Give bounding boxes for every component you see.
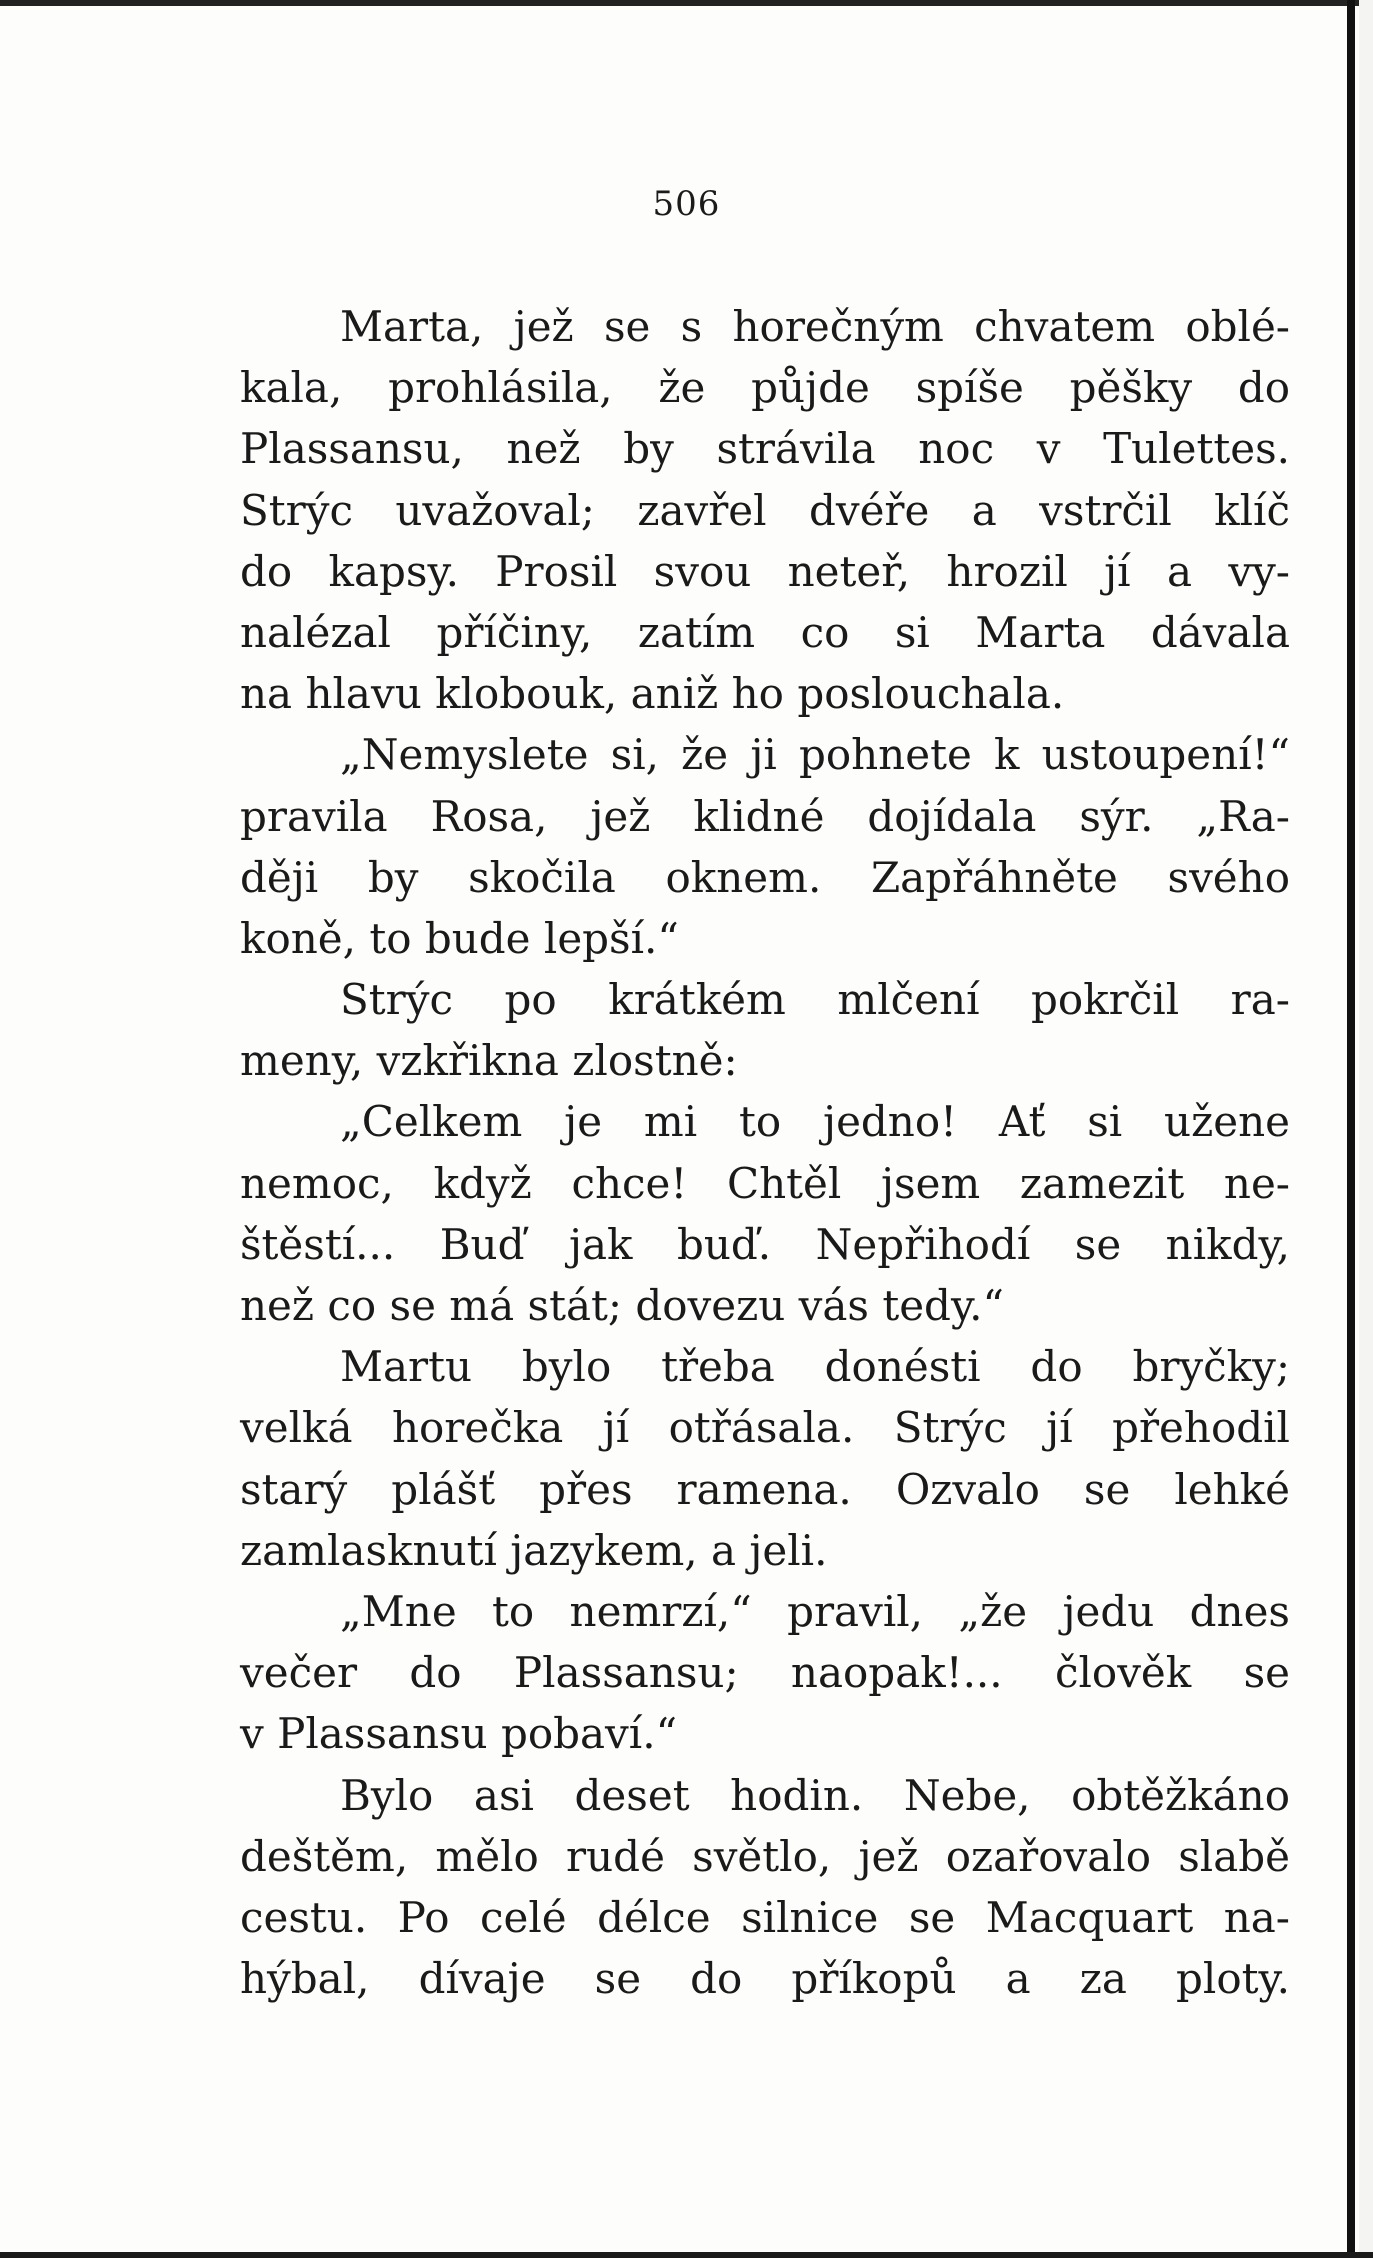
text-line: Plassansu, než by strávila noc v Tulettes. <box>240 424 1290 474</box>
text-line: do kapsy. Prosil svou neteř, hrozil jí a vy- <box>240 546 1290 596</box>
body-text <box>240 296 1290 2009</box>
text-line: štěstí... Buď jak buď. Nepřihodí se nikdy, <box>240 1219 1290 1269</box>
text-line: ději by skočila oknem. Zapřáhněte svého <box>240 852 1290 902</box>
text-line: koně, to bude lepší.“ <box>240 913 679 963</box>
text-line: pravila Rosa, jež klidné dojídala sýr. „Ra- <box>240 791 1290 841</box>
text-line: „Mne to nemrzí,“ pravil, „že jedu dnes <box>340 1586 1290 1636</box>
page-number: 506 <box>652 184 721 224</box>
text-line: v Plassansu pobaví.“ <box>240 1709 678 1759</box>
text-line: Strýc uvažoval; zavřel dvéře a vstrčil klíč <box>240 485 1290 535</box>
text-line: než co se má stát; dovezu vás tedy.“ <box>240 1281 1004 1330</box>
text-line: velká horečka jí otřásala. Strýc jí přehodil <box>240 1403 1290 1453</box>
text-line: deštěm, mělo rudé světlo, jež ozařovalo slabě <box>240 1831 1290 1881</box>
text-line: cestu. Po celé délce silnice se Macquart na- <box>240 1892 1290 1942</box>
text-line: Bylo asi deset hodin. Nebe, obtěžkáno <box>340 1770 1290 1820</box>
text-line: Strýc po krátkém mlčení pokrčil ra- <box>340 975 1290 1025</box>
text-line: „Nemyslete si, že ji pohnete k ustoupení!“ <box>340 730 1290 780</box>
scan-bottom-edge <box>0 2252 1373 2258</box>
text-line: „Celkem je mi to jedno! Ať si užene <box>340 1097 1290 1147</box>
text-line: večer do Plassansu; naopak!... člověk se <box>240 1648 1290 1698</box>
text-line: kala, prohlásila, že půjde spíše pěšky do <box>240 363 1290 413</box>
text-line: zamlasknutí jazykem, a jeli. <box>240 1525 828 1575</box>
scan-right-edge <box>1347 0 1355 2258</box>
text-line: Marta, jež se s horečným chvatem oblé- <box>340 302 1290 351</box>
text-line: nalézal příčiny, zatím co si Marta dávala <box>240 607 1290 657</box>
text-line: Martu bylo třeba donésti do bryčky; <box>340 1342 1290 1392</box>
text-line: hýbal, dívaje se do příkopů a za ploty. <box>240 1954 1290 2004</box>
scan-top-edge <box>0 0 1373 6</box>
text-line: meny, vzkřikna zlostně: <box>240 1036 738 1086</box>
text-line: starý plášť přes ramena. Ozvalo se lehké <box>240 1464 1290 1514</box>
text-line: na hlavu klobouk, aniž ho poslouchala. <box>240 669 1065 719</box>
text-line: nemoc, když chce! Chtěl jsem zamezit ne- <box>240 1158 1290 1208</box>
scan-right-margin <box>1359 0 1373 2258</box>
